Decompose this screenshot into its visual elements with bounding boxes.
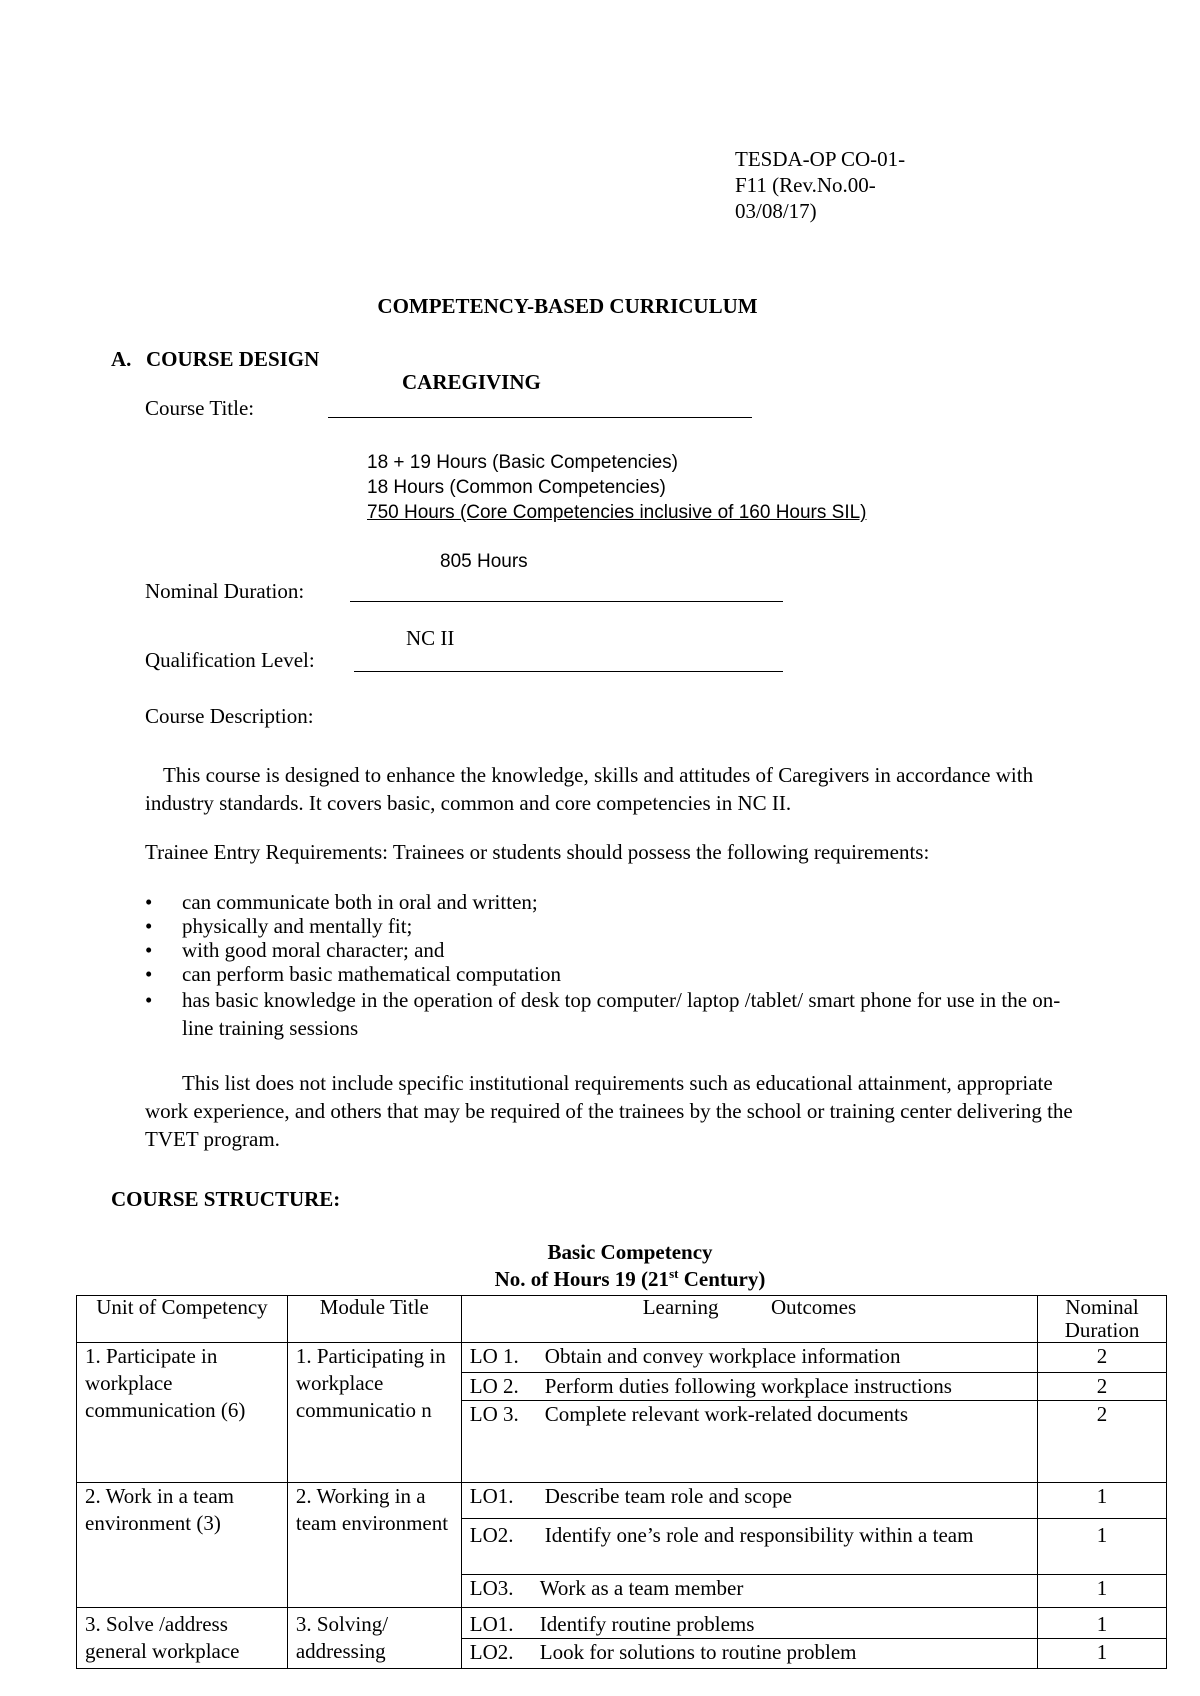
course-title-label: Course Title: <box>145 396 255 420</box>
learning-outcome: LO 1. Obtain and convey workplace information <box>461 1343 1037 1373</box>
nominal-duration-underline <box>350 601 783 602</box>
module-cell: 2. Working in a team environment <box>287 1483 461 1608</box>
table-header-row <box>77 1296 1167 1343</box>
course-description-text: This course is designed to enhance the knowledge, skills and attitudes of Caregivers in accordance with industry standards. It covers basic, common and core competencies in NC II. <box>145 763 1034 815</box>
learning-outcome: LO1. Identify routine problems <box>461 1608 1037 1639</box>
document-code <box>735 146 955 224</box>
table-subtitle: No. of Hours 19 (21st Century) <box>494 1266 766 1291</box>
duration-cell: 1 <box>1038 1519 1167 1575</box>
duration-core: 750 Hours (Core Competencies inclusive of 160 Hours SIL) <box>367 502 867 523</box>
course-title-value: CAREGIVING <box>402 370 541 394</box>
duration-cell: 1 <box>1038 1575 1167 1608</box>
header-unit: Unit of Competency <box>77 1296 288 1343</box>
unit-cell: 2. Work in a team environment (3) <box>77 1483 288 1608</box>
unit-cell: 1. Participate in workplace communication (6) <box>77 1343 288 1483</box>
entry-requirements-list <box>145 890 1085 1042</box>
section-a-title: COURSE DESIGN <box>146 347 320 371</box>
unit-cell: 3. Solve /address general workplace <box>77 1608 288 1669</box>
duration-common: 18 Hours (Common Competencies) <box>367 477 666 498</box>
list-item: • with good moral character; and <box>145 938 445 962</box>
entry-requirements-intro: Trainee Entry Requirements: Trainees or students should possess the following requirements: <box>145 840 930 864</box>
module-cell: 3. Solving/ addressing <box>287 1608 461 1669</box>
list-item: • can communicate both in oral and written; <box>145 890 538 914</box>
qualification-level-label: Qualification Level: <box>145 648 315 672</box>
document-code-line-2: F11 (Rev.No.00- <box>735 173 876 197</box>
learning-outcome: LO 3. Complete relevant work-related documents <box>461 1401 1037 1483</box>
course-structure-heading: COURSE STRUCTURE: <box>111 1187 341 1211</box>
list-item: • has basic knowledge in the operation of desk top computer/ laptop /tablet/ smart phone for use in the on-line training sessions <box>145 988 1061 1040</box>
competency-table <box>76 1295 1167 1669</box>
duration-cell: 1 <box>1038 1483 1167 1519</box>
list-item: • can perform basic mathematical computation <box>145 962 562 986</box>
duration-cell: 1 <box>1038 1608 1167 1639</box>
course-title-underline <box>328 417 752 418</box>
table-title: Basic Competency <box>547 1240 713 1264</box>
table-row <box>77 1483 1167 1519</box>
section-a-heading <box>111 347 319 372</box>
learning-outcome: LO3. Work as a team member <box>461 1575 1037 1608</box>
header-learning-outcomes: Learning Outcomes <box>461 1296 1037 1343</box>
list-item: • physically and mentally fit; <box>145 914 413 938</box>
nominal-duration-label: Nominal Duration: <box>145 579 305 603</box>
duration-cell: 2 <box>1038 1373 1167 1401</box>
nominal-duration-value: 805 Hours <box>440 551 528 572</box>
learning-outcome: LO 2. Perform duties following workplace instructions <box>461 1373 1037 1401</box>
table-row <box>77 1343 1167 1373</box>
page-title: COMPETENCY-BASED CURRICULUM <box>377 294 758 318</box>
learning-outcome: LO2. Identify one’s role and responsibility within a team <box>461 1519 1037 1575</box>
duration-cell: 1 <box>1038 1639 1167 1669</box>
learning-outcome: LO2. Look for solutions to routine problem <box>461 1639 1037 1669</box>
course-description-label: Course Description: <box>145 704 314 728</box>
header-module: Module Title <box>287 1296 461 1343</box>
document-code-line-3: 03/08/17) <box>735 199 817 223</box>
duration-breakdown <box>367 450 867 525</box>
duration-basic: 18 + 19 Hours (Basic Competencies) <box>367 452 679 473</box>
learning-outcome: LO1. Describe team role and scope <box>461 1483 1037 1519</box>
table-row <box>77 1608 1167 1639</box>
qualification-level-underline <box>354 671 783 672</box>
header-nominal-duration: Nominal Duration <box>1038 1296 1167 1343</box>
duration-cell: 2 <box>1038 1401 1167 1483</box>
document-code-line-1: TESDA-OP CO-01- <box>735 147 906 171</box>
section-a-letter: A. <box>111 347 132 371</box>
entry-requirements-note: This list does not include specific institutional requirements such as educational attainment, appropriate work experience, and others that may be required of the trainees by the school or training center delivering the TVET program. <box>145 1071 1073 1151</box>
module-cell: 1. Participating in workplace communicatio n <box>287 1343 461 1483</box>
duration-cell: 2 <box>1038 1343 1167 1373</box>
qualification-level-value: NC II <box>406 626 455 650</box>
